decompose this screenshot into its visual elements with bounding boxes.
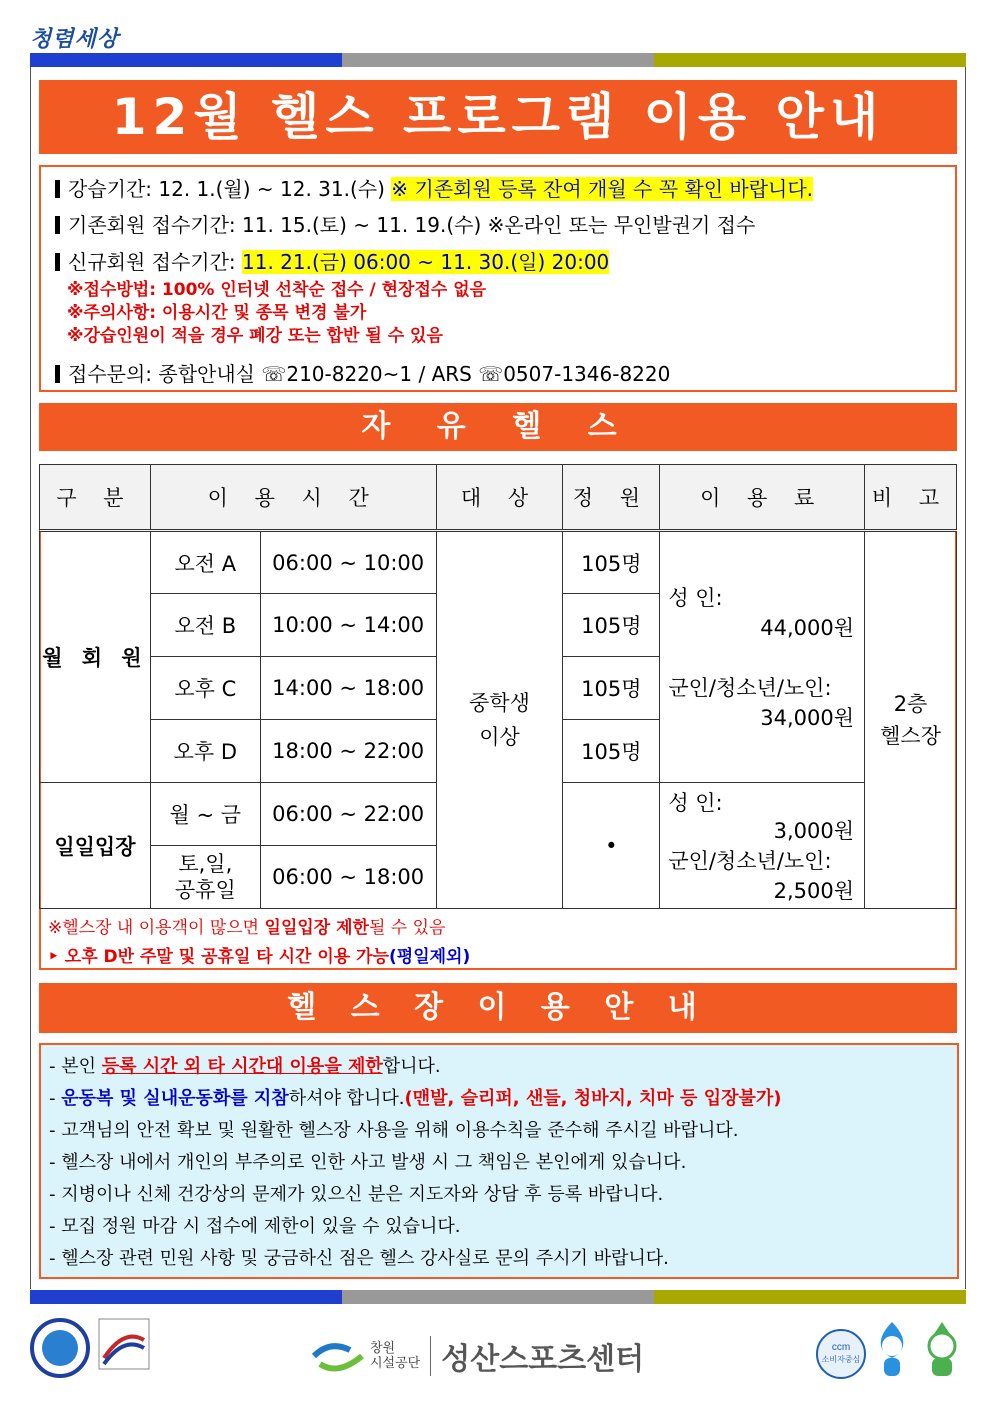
bullet-bar [55,216,60,234]
contact-info: 접수문의: 종합안내실 ☏210-8220~1 / ARS ☏0507-1346-8220 [68,362,671,386]
slot-time: 06:00 ~ 18:00 [260,846,436,909]
schedule-info-box [39,165,957,392]
table-note-2 [48,942,470,967]
note-text: ※헬스장 내 이용객이 많으면 [48,918,265,938]
ccm-top-text: ccm [831,1342,851,1353]
new-member-label: 신규회원 접수기간: [68,250,243,274]
slot-capacity: 105명 [563,594,660,657]
rule-emphasis: 운동복 및 실내운동화를 지참 [61,1088,289,1109]
certification-logo [98,1318,150,1374]
rule-3: - 고객님의 안전 확보 및 원활한 헬스장 사용을 위해 이용수칙을 준수해 주시길 바랍니다. [49,1120,739,1141]
daily-fee-other: 2,500원 [773,879,855,903]
ccm-label-text: 소비자중심 [821,1355,861,1364]
header-remark: 비 고 [865,465,957,531]
remark-location: 2층 헬스장 [865,531,957,909]
monthly-fee-adult: 44,000원 [760,616,855,640]
contact-line [55,358,670,387]
slot-time: 14:00 ~ 18:00 [260,657,436,720]
rule-text: 합니다. [382,1056,441,1077]
human-rights-icon [30,1318,90,1378]
note-text: 될 수 있음 [368,918,446,938]
section-gym-guide-title: 헬 스 장 이 용 안 내 [39,983,957,1033]
note-emphasis: (평일제외) [389,947,471,967]
monthly-fee-adult-label: 성 인: [668,586,723,610]
rule-text: - 본인 [49,1056,102,1077]
header-category: 구 분 [40,465,151,531]
mascot-green [920,1320,964,1386]
bullet-bar [55,365,60,383]
ccm-icon [815,1328,867,1380]
certification-icon [98,1318,150,1370]
bottom-color-stripe [30,1290,966,1304]
slot-label: 토,일, 공휴일 [150,846,260,909]
facility-corp-icon [310,1336,366,1376]
gym-rules-box [39,1043,959,1279]
slot-time: 06:00 ~ 10:00 [260,531,436,594]
rule-4: - 헬스장 내에서 개인의 부주의로 인한 사고 발생 시 그 책임은 본인에게 있습니다. [49,1152,687,1173]
rule-5: - 지병이나 신체 건강상의 문제가 있으신 분은 지도자와 상담 후 등록 바랍니다. [49,1184,664,1205]
human-rights-logo [30,1318,90,1382]
facility-corp-name [370,1341,420,1371]
org-city: 창원 [370,1341,396,1356]
mascot-blue [872,1320,912,1386]
ccm-logo [815,1328,867,1384]
note-method: ※접수방법: 100% 인터넷 선착순 접수 / 현장접수 없음 [67,280,487,300]
course-period-line [55,173,813,202]
slot-time: 18:00 ~ 22:00 [260,720,436,783]
rule-1 [49,1052,441,1078]
header-target: 대 상 [436,465,563,531]
course-period-note: ※ 기존회원 등록 잔여 개월 수 꼭 확인 바랍니다. [391,177,814,201]
existing-member-period: 기존회원 접수기간: 11. 15.(토) ~ 11. 19.(수) ※온라인 또는 무인발권기 접수 [68,213,756,237]
course-period: 강습기간: 12. 1.(월) ~ 12. 31.(수) [68,177,392,201]
sungsan-sports-center-logo [310,1334,644,1378]
monthly-fee-cell [660,531,865,783]
mascot-green-icon [920,1320,964,1382]
slot-time: 10:00 ~ 14:00 [260,594,436,657]
header-time: 이 용 시 간 [150,465,436,531]
section-free-health-title: 자 유 헬 스 [39,403,957,451]
table-row [40,531,957,594]
center-name: 성산스포츠센터 [441,1342,645,1377]
daily-entry-label: 일일입장 [40,783,151,909]
rule-6: - 모집 정원 마감 시 접수에 제한이 있을 수 있습니다. [49,1216,461,1237]
bullet-bar [55,253,60,271]
note-caution: ※주의사항: 이용시간 및 종목 변경 불가 [67,303,367,323]
header-capacity: 정 원 [563,465,660,531]
new-member-period: 11. 21.(금) 06:00 ~ 11. 30.(일) 20:00 [242,250,610,274]
rule-warning: (맨발, 슬리퍼, 샌들, 청바지, 치마 등 입장불가) [404,1088,782,1109]
page-title: 12월 헬스 프로그램 이용 안내 [39,80,957,154]
note-emphasis: 일일입장 제한 [264,918,369,938]
slot-label: 오전 B [150,594,260,657]
registration-notes [67,279,486,348]
new-member-period-line [55,246,609,275]
rule-7: - 헬스장 관련 민원 사항 및 궁금하신 점은 헬스 강사실로 문의 주시기 바랍니다. [49,1248,669,1269]
slot-label: 오전 A [150,531,260,594]
existing-member-period-line [55,209,755,238]
daily-fee-adult: 3,000원 [773,819,855,843]
daily-fee-adult-label: 성 인: [668,791,723,815]
top-color-stripe [30,53,966,67]
daily-fee-cell [660,783,865,909]
rule-text: 하셔야 합니다. [288,1088,405,1109]
integrity-logo-text: 청렴세상 [30,27,120,52]
slot-time: 06:00 ~ 22:00 [260,783,436,846]
rule-2 [49,1084,781,1110]
note-cancel: ※강습인원이 적을 경우 폐강 또는 합반 될 수 있음 [67,326,443,346]
table-note-1 [48,913,445,938]
slot-capacity: 105명 [563,720,660,783]
note-text: ‣ 오후 D반 주말 및 공휴일 타 시간 이용 가능 [48,947,389,967]
bullet-bar [55,180,60,198]
logo-divider [430,1336,431,1376]
header-fee: 이 용 료 [660,465,865,531]
rule-emphasis: 등록 시간 외 타 시간대 이용을 제한 [101,1056,383,1077]
daily-fee-other-label: 군인/청소년/노인: [668,849,832,873]
fee-table [39,464,957,909]
slot-capacity: 105명 [563,531,660,594]
slot-capacity: 105명 [563,657,660,720]
monthly-fee-other-label: 군인/청소년/노인: [668,676,832,700]
target-age: 중학생 이상 [436,531,563,909]
integrity-logo [30,22,119,53]
monthly-member-label: 월 회 원 [40,531,151,783]
slot-label: 오후 C [150,657,260,720]
slot-label: 월 ~ 금 [150,783,260,846]
daily-capacity: • [563,783,660,909]
monthly-fee-other: 34,000원 [760,706,855,730]
org-corp: 시설공단 [370,1356,421,1371]
slot-label: 오후 D [150,720,260,783]
rule-text: - [49,1088,62,1109]
mascot-blue-icon [872,1320,912,1382]
